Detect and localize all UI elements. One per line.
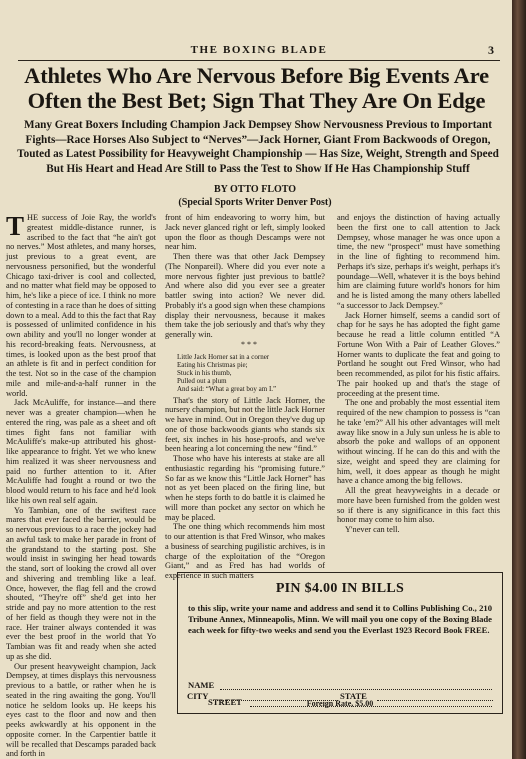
column-paragraph: That's the story of Little Jack Horner, the nursery champion, but not the little Jack Horner we have in mind. Out in Oregon they've dug up one of those backwoods giants who stands six feet, six inches in his hose-proofs, and we've been hearing a lot concerning the new “find.” bbox=[165, 395, 325, 454]
article-column-3 bbox=[337, 213, 500, 566]
article-headline: Athletes Who Are Nervous Before Big Events Are Often the Best Bet; Sign That They Are On Edge bbox=[24, 63, 489, 113]
drop-cap: T bbox=[6, 211, 25, 241]
street-label: STREET bbox=[208, 697, 242, 707]
coupon-instructions: to this slip, write your name and address and send it to Collins Publishing Co., 210 Tribune Annex, Minneapolis, Minn. We will mail you one copy of the Boxing Blade each week for fifty-two weeks and send you the Everlast 1923 Record Book FREE. bbox=[188, 603, 492, 635]
column-paragraph: Jack Horner himself, seems a candid sort of chap for he says he has adopted the fight game because he read a little column entitled “A Fortune Won With a Pair of Leather Gloves.” Horner wants to duplicate the feat and going to Portland he sought out Fred Winsor, who had been recommended, as pilot for his fistic affairs. The pair hooked up and that's the stage of proceeding at the present time. bbox=[337, 310, 500, 398]
column-paragraph: Then there was that other Jack Dempsey (The Nonpareil). Where did you ever note a more nervous fighter just previous to battle? And where also did you ever see a greater battler swing into action? We never did. Probably it's a good sign when these champions display their nervousness, because it makes them take the job seriously and that's why they generally win. bbox=[165, 252, 325, 339]
poem-line: Eating his Christmas pie; bbox=[177, 360, 248, 369]
poem-line: Stuck in his thumb, bbox=[177, 368, 232, 377]
name-label: NAME bbox=[188, 680, 215, 690]
book-binding-edge bbox=[512, 0, 526, 759]
column-paragraph: front of him endeavoring to worry him, but Jack never glanced right or left, simply looked upon the floor as though Descamps were not near him. bbox=[165, 213, 325, 252]
page-number: 3 bbox=[488, 43, 494, 57]
state-label: STATE bbox=[340, 691, 367, 701]
column-paragraph: Yo Tambian, one of the swiftest race mares that ever faced the barrier, would be so nervous previous to a race the jockey had an awful task to make her parade in front of the grandstand to the starting post. She would insist in swinging her head towards the stand, sort of looking the crowd all over and shivering and trembling like a leaf. Once, however, the flag fell and the crowd shouted, “They're off” she'd get into her stride and pay no more attention to the rest of her field as though they were not in the race. Her trainer always contended it was ever the best proof in the world that Yo Tambian was fit and ready when she acted up as she did. bbox=[6, 505, 156, 661]
foreign-rate: Foreign Rate, $5.00 bbox=[306, 699, 374, 708]
byline-author: BY OTTO FLOTO bbox=[213, 184, 297, 195]
column-paragraph: All the great heavyweights in a decade or more have been furnished from the golden west so if there is any significance in this fact this honor may come to him also. bbox=[337, 486, 500, 525]
paragraph-text: HE success of Joie Ray, the world's greatest middle-distance runner, is ascribed to the fact that “he ain't got no nerves.” Most athletes, and many horses, just previous to a great event, are nervousness personified, but the wonderful Chicago taxi-driver is cool and collected, and no matter what field may be opposed to him, he's like a piece of ice. I think no more of contesting in a race than he does of sitting down to a meal. Add to this the fact that Ray is possessed of unlimited confidence in his own ability and you'll no longer wonder at his record-breaking feats. Nervousness, at times, is looked upon as the best proof that an athlete is fit and in perfect condition for the test. Not so in the case of the champion mile and mile-and-a-half runner in the world. bbox=[6, 213, 156, 398]
publication-title: THE BOXING BLADE bbox=[190, 44, 328, 56]
column-paragraph: Jack McAuliffe, for instance—and there never was a greater champion—when he entered the ring, was pale as a sheet and oft times fight fans not familiar with McAuliffe's make-up attributed his ghost-like appearance to fright. Yet we who knew him realized it was sheer nervousness and paid no further attention to it. After McAuliffe had fought a round or two the blood would return to his face and he'd look like his own real self again. bbox=[6, 398, 156, 505]
state-field[interactable] bbox=[377, 700, 493, 701]
poem-line: Pulled out a plum bbox=[177, 376, 227, 385]
nursery-rhyme bbox=[177, 353, 325, 393]
column-paragraph: Y'never can tell. bbox=[345, 525, 400, 534]
section-divider-stars: * * * bbox=[241, 339, 257, 349]
byline bbox=[100, 184, 410, 209]
poem-line: And said: “What a great boy am I.” bbox=[177, 384, 277, 393]
city-field[interactable] bbox=[213, 700, 338, 701]
article-deck: Many Great Boxers Including Champion Jack Dempsey Show Nervousness Previous to Important Fights—Race Horses Also Subject to “Nerves”—Jack Horner, Giant From Backwoods of Oregon, Touted as Latest Possibility for Heavyweight Championship — Has Size, Weight, Strength and Speed But His Heart and Head Are Still to Pass the Test to Show If He Has Championship Stuff bbox=[17, 119, 499, 175]
column-paragraph: and enjoys the distinction of having actually been the first one to call attention to Jack Dempsey, whose manager he was once upon a time, the new “prospect” must have something in the line of fighting to recommend him. Perhaps it's size, perhaps it's weight, perhaps it's poundage—Well, whatever it is the boys behind him are claiming future world's honors for him and he is listed among the many others labelled “a successor to Jack Dempsey.” bbox=[337, 213, 500, 310]
city-state-row bbox=[187, 691, 493, 703]
column-paragraph: Those who have his interests at stake are all enthusiastic regarding his “promising future.” So far as we know this “Little Jack Horner” has not as yet been placed on the firing line, but when he steps forth to do battle it is claimed he will more than pocket any sector on which he may be placed. bbox=[165, 454, 325, 522]
running-header bbox=[18, 44, 500, 61]
column-paragraph bbox=[6, 213, 156, 398]
article-column-1 bbox=[6, 211, 156, 759]
city-label: CITY bbox=[187, 691, 209, 701]
coupon-title: PIN $4.00 IN BILLS bbox=[275, 581, 405, 596]
column-paragraph: Our present heavyweight champion, Jack Dempsey, at times displays this nervousness previous to a battle, or rather when he is seated in the ring awaiting the gong. You'll notice he seldom looks up. He keeps his eyes cast to the floor and now and then peeks awkwardly at his opponent in the opposite corner. In the Carpentier battle it will be recalled that Descamps paraded back and forth in bbox=[6, 661, 156, 759]
byline-affiliation: (Special Sports Writer Denver Post) bbox=[178, 196, 332, 208]
column-paragraph: The one thing which recommends him most to our attention is that Fred Winsor, who makes a business of searching pugilistic archives, is in charge of the exploitation of the “Oregon Giant,” and as Fred has had worlds of experience in such matters bbox=[165, 522, 325, 580]
poem-line: Little Jack Horner sat in a corner bbox=[177, 352, 270, 361]
name-field[interactable] bbox=[220, 689, 492, 690]
column-paragraph: The one and probably the most essential item required of the new champion to possess is “can he take 'em?” All his other advantages will melt away like snow in a July sun unless he is able to absorb the poke and wallops of an opponent without wincing. If he can do this and with the size, weight and speed they are claiming for him, well, it does appear as though he might have a chance among the big fellows. bbox=[337, 398, 500, 486]
